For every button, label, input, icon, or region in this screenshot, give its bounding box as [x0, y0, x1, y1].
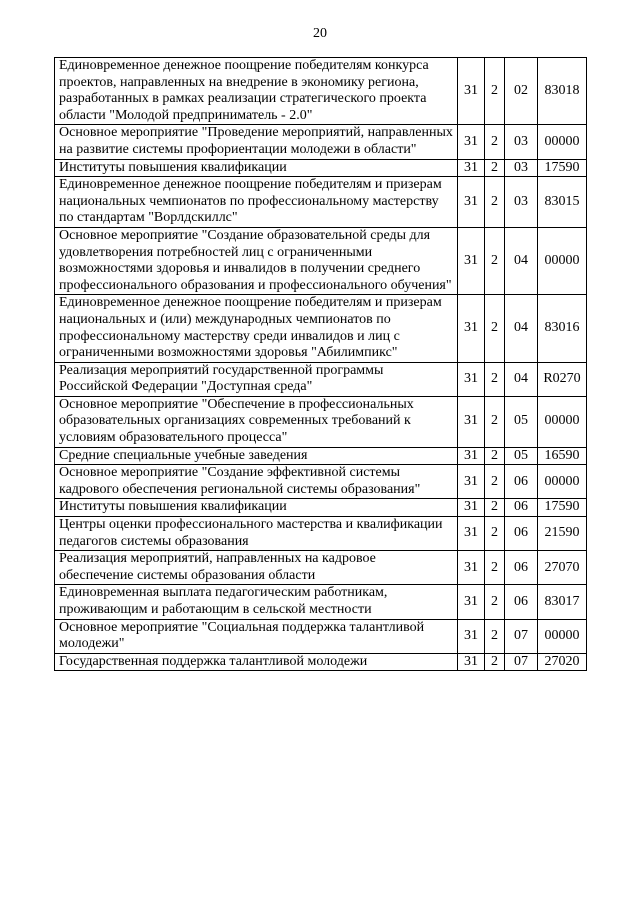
code-cell-program: 31: [458, 499, 485, 517]
row-name-cell: Средние специальные учебные заведения: [55, 447, 458, 465]
code-cell-program: 31: [458, 517, 485, 551]
row-name-cell: Институты повышения квалификации: [55, 159, 458, 177]
code-cell-subprogram: 2: [485, 653, 505, 671]
code-cell-direction: 17590: [538, 159, 587, 177]
table-row: [55, 465, 587, 499]
code-cell-subprogram: 2: [485, 465, 505, 499]
table-body: [55, 58, 587, 671]
row-name-cell: Единовременное денежное поощрение победителям конкурса проектов, направленных на внедрение в экономику региона, разработанных в рамках реализации стратегического проекта области "Молодой предприниматель - 2.0": [55, 58, 458, 125]
row-name-cell: Основное мероприятие "Создание эффективной системы кадрового обеспечения региональной системы образования": [55, 465, 458, 499]
table-row: [55, 159, 587, 177]
table-row: [55, 619, 587, 653]
code-cell-direction: 83015: [538, 177, 587, 228]
code-cell-event: 03: [505, 125, 538, 159]
code-cell-direction: 17590: [538, 499, 587, 517]
code-cell-program: 31: [458, 551, 485, 585]
row-name-cell: Основное мероприятие "Проведение мероприятий, направленных на развитие системы профориентации молодежи в области": [55, 125, 458, 159]
code-cell-program: 31: [458, 465, 485, 499]
code-cell-subprogram: 2: [485, 58, 505, 125]
code-cell-event: 05: [505, 396, 538, 447]
table-row: [55, 362, 587, 396]
code-cell-subprogram: 2: [485, 125, 505, 159]
table-row: [55, 396, 587, 447]
code-cell-event: 03: [505, 177, 538, 228]
code-cell-event: 06: [505, 517, 538, 551]
code-cell-subprogram: 2: [485, 159, 505, 177]
code-cell-direction: R0270: [538, 362, 587, 396]
code-cell-subprogram: 2: [485, 362, 505, 396]
row-name-cell: Реализация мероприятий государственной программы Российской Федерации "Доступная среда": [55, 362, 458, 396]
table-row: [55, 125, 587, 159]
code-cell-subprogram: 2: [485, 517, 505, 551]
table-row: [55, 447, 587, 465]
table-row: [55, 295, 587, 362]
code-cell-event: 04: [505, 295, 538, 362]
row-name-cell: Единовременное денежное поощрение победителям и призерам национальных чемпионатов по профессиональному мастерству по стандартам "Ворлдскиллс": [55, 177, 458, 228]
code-cell-direction: 00000: [538, 125, 587, 159]
row-name-cell: Реализация мероприятий, направленных на кадровое обеспечение системы образования области: [55, 551, 458, 585]
budget-classification-table: [54, 57, 587, 671]
code-cell-event: 06: [505, 585, 538, 619]
row-name-cell: Единовременная выплата педагогическим работникам, проживающим и работающим в сельской местности: [55, 585, 458, 619]
code-cell-event: 07: [505, 653, 538, 671]
code-cell-direction: 83017: [538, 585, 587, 619]
code-cell-direction: 21590: [538, 517, 587, 551]
code-cell-event: 04: [505, 227, 538, 294]
table-row: [55, 585, 587, 619]
row-name-cell: Государственная поддержка талантливой молодежи: [55, 653, 458, 671]
page-number: 20: [313, 26, 327, 41]
code-cell-program: 31: [458, 396, 485, 447]
table-row: [55, 653, 587, 671]
code-cell-direction: 83018: [538, 58, 587, 125]
code-cell-program: 31: [458, 585, 485, 619]
row-name-cell: Центры оценки профессионального мастерства и квалификации педагогов системы образования: [55, 517, 458, 551]
table-row: [55, 517, 587, 551]
code-cell-program: 31: [458, 159, 485, 177]
code-cell-subprogram: 2: [485, 177, 505, 228]
code-cell-subprogram: 2: [485, 585, 505, 619]
code-cell-program: 31: [458, 58, 485, 125]
table-row: [55, 177, 587, 228]
code-cell-direction: 27020: [538, 653, 587, 671]
code-cell-event: 06: [505, 551, 538, 585]
code-cell-event: 06: [505, 465, 538, 499]
code-cell-program: 31: [458, 295, 485, 362]
code-cell-direction: 83016: [538, 295, 587, 362]
code-cell-program: 31: [458, 227, 485, 294]
code-cell-direction: 16590: [538, 447, 587, 465]
code-cell-subprogram: 2: [485, 499, 505, 517]
code-cell-program: 31: [458, 177, 485, 228]
row-name-cell: Институты повышения квалификации: [55, 499, 458, 517]
code-cell-subprogram: 2: [485, 227, 505, 294]
code-cell-direction: 00000: [538, 227, 587, 294]
code-cell-subprogram: 2: [485, 447, 505, 465]
row-name-cell: Основное мероприятие "Обеспечение в профессиональных образовательных организациях современных требований к условиям образовательного процесса": [55, 396, 458, 447]
code-cell-program: 31: [458, 362, 485, 396]
code-cell-direction: 27070: [538, 551, 587, 585]
code-cell-subprogram: 2: [485, 295, 505, 362]
code-cell-event: 02: [505, 58, 538, 125]
table-row: [55, 58, 587, 125]
row-name-cell: Основное мероприятие "Создание образовательной среды для удовлетворения потребностей лиц с ограниченными возможностями здоровья и инвалидов в получении среднего профессионального образования и профессионального обучения": [55, 227, 458, 294]
code-cell-event: 04: [505, 362, 538, 396]
row-name-cell: Основное мероприятие "Социальная поддержка талантливой молодежи": [55, 619, 458, 653]
code-cell-subprogram: 2: [485, 396, 505, 447]
code-cell-event: 06: [505, 499, 538, 517]
code-cell-subprogram: 2: [485, 551, 505, 585]
code-cell-program: 31: [458, 447, 485, 465]
code-cell-event: 03: [505, 159, 538, 177]
code-cell-direction: 00000: [538, 619, 587, 653]
table-row: [55, 499, 587, 517]
code-cell-direction: 00000: [538, 465, 587, 499]
table-row: [55, 227, 587, 294]
code-cell-direction: 00000: [538, 396, 587, 447]
code-cell-event: 05: [505, 447, 538, 465]
row-name-cell: Единовременное денежное поощрение победителям и призерам национальных и (или) международных чемпионатов по профессиональному мастерству среди инвалидов и лиц с ограниченными возможностями здоровья "Абилимпикс": [55, 295, 458, 362]
code-cell-program: 31: [458, 619, 485, 653]
table-row: [55, 551, 587, 585]
code-cell-program: 31: [458, 125, 485, 159]
code-cell-event: 07: [505, 619, 538, 653]
code-cell-subprogram: 2: [485, 619, 505, 653]
code-cell-program: 31: [458, 653, 485, 671]
